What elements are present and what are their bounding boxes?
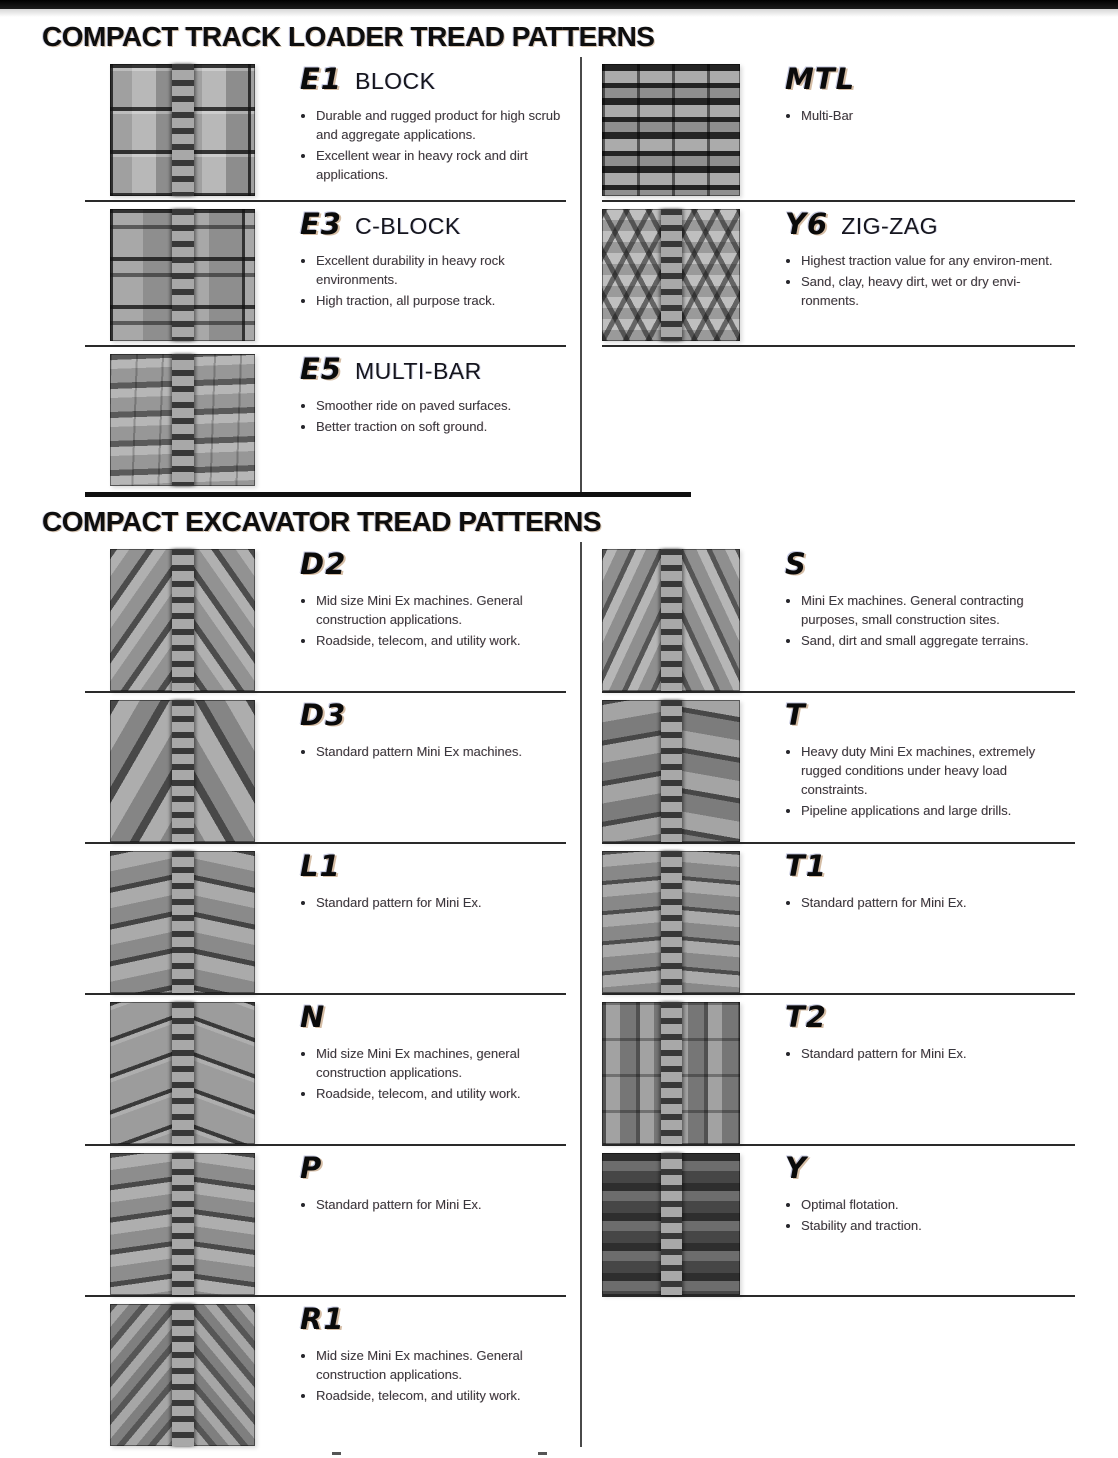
- bullet-item: • Durable and rugged product for high scrub and aggregate applications.: [316, 107, 562, 145]
- tread-photo-t2: [602, 1002, 740, 1144]
- pattern-code: E5: [300, 351, 342, 386]
- pattern-bullets: [300, 592, 562, 651]
- bullet-item: • Mini Ex machines. General contracting purposes, small construction sites.: [801, 592, 1067, 630]
- tread-row-t: [602, 693, 1075, 844]
- tread-photo-t: [602, 700, 740, 842]
- bullet-item: • Standard pattern for Mini Ex.: [801, 1045, 1067, 1064]
- scan-artifact-mark: [332, 1452, 341, 1455]
- bullet-item: • Excellent wear in heavy rock and dirt applications.: [316, 147, 562, 185]
- pattern-title: [785, 62, 1067, 96]
- pattern-title: [300, 1151, 562, 1185]
- pattern-bullets: [300, 1196, 562, 1215]
- pattern-title: [300, 1000, 562, 1034]
- page-top-bar: [0, 0, 1118, 9]
- pattern-title: [785, 1151, 1067, 1185]
- bullet-item: • Stability and traction.: [801, 1217, 1067, 1236]
- pattern-bullets: [785, 107, 1067, 126]
- bullet-item: • Sand, clay, heavy dirt, wet or dry envi-ronments.: [801, 273, 1067, 311]
- page-top-fade: [0, 9, 1118, 17]
- tread-row-e5: [85, 347, 566, 492]
- pattern-code: T: [785, 697, 806, 732]
- tread-row-e3: [85, 202, 566, 347]
- section-title-excavator: COMPACT EXCAVATOR TREAD PATTERNS: [42, 505, 602, 537]
- pattern-name: MULTI-BAR: [355, 357, 482, 384]
- pattern-bullets: [300, 1045, 562, 1104]
- pattern-bullets: [300, 252, 562, 311]
- tread-row-d2: [85, 542, 566, 693]
- pattern-code: S: [785, 546, 807, 581]
- pattern-bullets: [785, 743, 1067, 821]
- pattern-code: MTL: [785, 61, 856, 96]
- bullet-item: • Optimal flotation.: [801, 1196, 1067, 1215]
- pattern-bullets: [300, 1347, 562, 1406]
- tread-photo-y6-zig-zag: [602, 209, 740, 341]
- bullet-item: • Mid size Mini Ex machines. General construction applications.: [316, 1347, 562, 1385]
- pattern-title: [300, 698, 562, 732]
- scan-artifact-mark: [538, 1452, 547, 1455]
- bullet-item: • Pipeline applications and large drills.: [801, 802, 1067, 821]
- tread-photo-n: [110, 1002, 255, 1144]
- tread-row-t2: [602, 995, 1075, 1146]
- tread-row-y: [602, 1146, 1075, 1297]
- pattern-title: [300, 352, 562, 386]
- bullet-item: • Roadside, telecom, and utility work.: [316, 1387, 562, 1406]
- tread-row-t1: [602, 844, 1075, 995]
- tread-photo-d3: [110, 700, 255, 842]
- pattern-bullets: [300, 894, 562, 913]
- pattern-title: [785, 849, 1067, 883]
- pattern-title: [300, 1302, 562, 1336]
- pattern-bullets: [300, 107, 562, 185]
- pattern-title: [300, 207, 562, 241]
- tread-row-d3: [85, 693, 566, 844]
- pattern-code: T2: [785, 999, 827, 1034]
- tread-photo-e1-block: [110, 64, 255, 196]
- pattern-title: [300, 62, 562, 96]
- tread-row-e1: [85, 57, 566, 202]
- pattern-bullets: [300, 743, 562, 762]
- pattern-name: BLOCK: [355, 67, 436, 94]
- bullet-item: • Standard pattern Mini Ex machines.: [316, 743, 562, 762]
- pattern-bullets: [785, 592, 1067, 651]
- bullet-item: • Heavy duty Mini Ex machines, extremely rugged conditions under heavy load constraints.: [801, 743, 1067, 800]
- tread-photo-y: [602, 1153, 740, 1295]
- bullet-item: • Roadside, telecom, and utility work.: [316, 1085, 562, 1104]
- pattern-name: C-BLOCK: [355, 212, 461, 239]
- tread-photo-e5-multi-bar: [110, 354, 255, 486]
- tread-photo-p: [110, 1153, 255, 1295]
- tread-photo-mtl: [602, 64, 740, 196]
- pattern-title: [300, 849, 562, 883]
- tread-row-y6: [602, 202, 1075, 347]
- tread-row-l1: [85, 844, 566, 995]
- bullet-item: • Mid size Mini Ex machines, general construction applications.: [316, 1045, 562, 1083]
- pattern-title: [785, 547, 1067, 581]
- pattern-bullets: [785, 894, 1067, 913]
- pattern-bullets: [785, 252, 1067, 311]
- bullet-item: • Sand, dirt and small aggregate terrains.: [801, 632, 1067, 651]
- tread-row-n: [85, 995, 566, 1146]
- section-divider: [85, 492, 691, 497]
- tread-photo-r1: [110, 1304, 255, 1446]
- pattern-code: Y6: [785, 206, 829, 241]
- section-track-loader: [0, 22, 1118, 492]
- bullet-item: • Better traction on soft ground.: [316, 418, 562, 437]
- pattern-bullets: [785, 1196, 1067, 1236]
- tread-row-s: [602, 542, 1075, 693]
- pattern-bullets: [300, 397, 562, 437]
- bullet-item: • High traction, all purpose track.: [316, 292, 562, 311]
- pattern-code: E3: [300, 206, 342, 241]
- tread-row-p: [85, 1146, 566, 1297]
- pattern-code: L1: [300, 848, 341, 883]
- pattern-code: E1: [300, 61, 342, 96]
- bullet-item: • Multi-Bar: [801, 107, 1067, 126]
- pattern-code: T1: [785, 848, 827, 883]
- pattern-name: ZIG-ZAG: [841, 212, 938, 239]
- bullet-item: • Highest traction value for any environ-ment.: [801, 252, 1067, 271]
- pattern-code: P: [300, 1150, 323, 1185]
- pattern-title: [785, 698, 1067, 732]
- bullet-item: • Mid size Mini Ex machines. General construction applications.: [316, 592, 562, 630]
- bullet-item: • Roadside, telecom, and utility work.: [316, 632, 562, 651]
- tread-row-r1: [85, 1297, 566, 1447]
- pattern-bullets: [785, 1045, 1067, 1064]
- bullet-item: • Excellent durability in heavy rock environments.: [316, 252, 562, 290]
- pattern-code: N: [300, 999, 326, 1034]
- bullet-item: • Standard pattern for Mini Ex.: [316, 1196, 562, 1215]
- tread-photo-s: [602, 549, 740, 691]
- pattern-title: [785, 207, 1067, 241]
- pattern-code: D3: [300, 697, 347, 732]
- section-title-track-loader: COMPACT TRACK LOADER TREAD PATTERNS: [42, 21, 655, 52]
- pattern-title: [785, 1000, 1067, 1034]
- bullet-item: • Smoother ride on paved surfaces.: [316, 397, 562, 416]
- tread-row-mtl: [602, 57, 1075, 202]
- pattern-title: [300, 547, 562, 581]
- tread-photo-t1: [602, 851, 740, 993]
- bullet-item: • Standard pattern for Mini Ex.: [801, 894, 1067, 913]
- bullet-item: • Standard pattern for Mini Ex.: [316, 894, 562, 913]
- tread-photo-l1: [110, 851, 255, 993]
- tread-photo-e3-c-block: [110, 209, 255, 341]
- pattern-code: R1: [300, 1301, 345, 1336]
- pattern-code: D2: [300, 546, 347, 581]
- section-excavator: [0, 507, 1118, 1447]
- tread-photo-d2: [110, 549, 255, 691]
- pattern-code: Y: [785, 1150, 807, 1185]
